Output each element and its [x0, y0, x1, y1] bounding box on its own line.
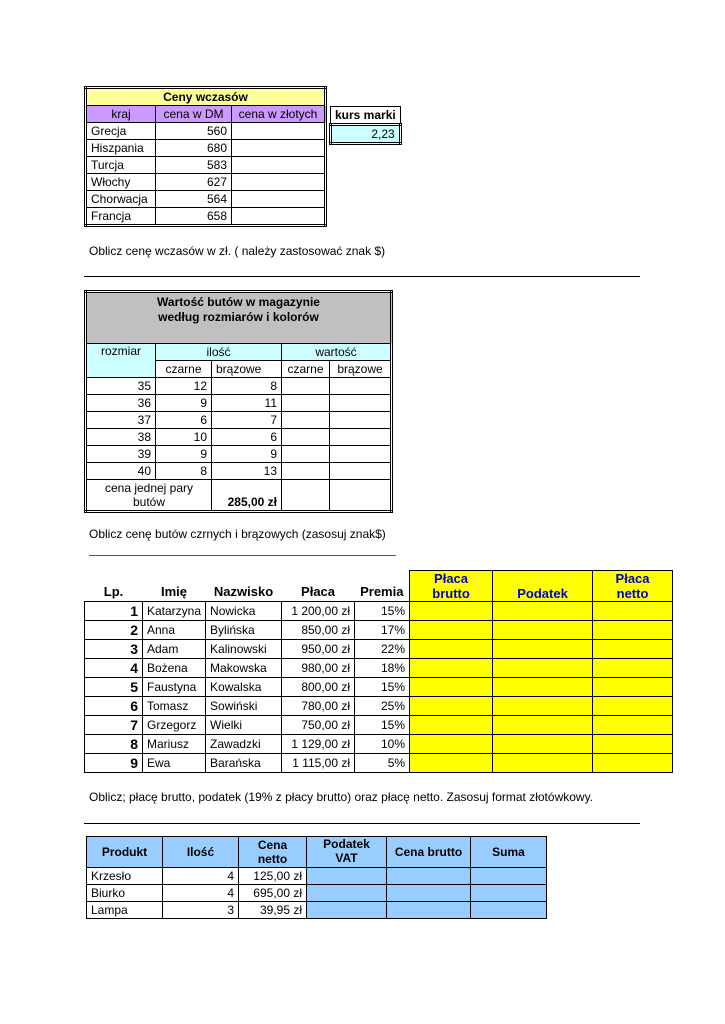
cell-gross[interactable] — [387, 902, 471, 919]
cell-pln[interactable] — [232, 191, 326, 208]
col-name: Imię — [161, 584, 188, 599]
table-row — [85, 716, 673, 735]
table-row — [87, 902, 547, 919]
cell-tax[interactable] — [493, 678, 593, 697]
col-gross — [410, 571, 493, 602]
cell-dm[interactable]: 560 — [156, 123, 232, 140]
col-surname: Nazwisko — [213, 584, 274, 599]
cell-gross[interactable] — [410, 621, 493, 640]
sub-black: czarne — [282, 361, 330, 378]
col-sum: Suma — [471, 837, 547, 868]
cell-net[interactable] — [593, 716, 673, 735]
cell-bonus[interactable]: 15% — [355, 602, 410, 621]
col-net-price-line2: netto — [257, 852, 288, 866]
cell-pay[interactable]: 950,00 zł — [282, 640, 355, 659]
cell-surname[interactable]: Wielki — [206, 716, 282, 735]
table-row — [86, 191, 326, 208]
cell-brown[interactable]: 6 — [212, 429, 282, 446]
col-lp: Lp. — [103, 584, 124, 599]
cell-lp: 6 — [85, 697, 143, 716]
col-net-price-line1: Cena — [257, 838, 288, 852]
cell-vat[interactable] — [307, 868, 387, 885]
cell-size[interactable]: 38 — [86, 429, 156, 446]
cell-net[interactable] — [593, 602, 673, 621]
cell-name[interactable]: Adam — [143, 640, 206, 659]
col-vat-line1: Podatek — [323, 837, 370, 851]
cell-brown[interactable]: 11 — [212, 395, 282, 412]
vacation-instruction: Oblicz cenę wczasów w zł. ( należy zastosować znak $) — [89, 244, 386, 258]
cell-dm[interactable]: 680 — [156, 140, 232, 157]
cell-size[interactable]: 35 — [86, 378, 156, 395]
cell-lp: 5 — [85, 678, 143, 697]
cell-dm[interactable]: 564 — [156, 191, 232, 208]
table-row — [86, 208, 326, 226]
cell-black[interactable]: 8 — [156, 463, 212, 480]
cell-country[interactable]: Francja — [86, 208, 156, 226]
cell-gross[interactable] — [410, 697, 493, 716]
cell-price[interactable]: 125,00 zł — [239, 868, 307, 885]
cell-dm[interactable]: 658 — [156, 208, 232, 226]
shoes-title — [86, 292, 392, 344]
col-quantity: Ilość — [163, 837, 239, 868]
col-vat-line2: VAT — [335, 851, 358, 865]
cell-surname[interactable]: Zawadzki — [206, 735, 282, 754]
table-row — [86, 429, 392, 446]
price-label-line2: butów — [132, 495, 166, 509]
cell-pay[interactable]: 1 115,00 zł — [282, 754, 355, 773]
col-quantity: ilość — [156, 344, 282, 361]
table-row — [86, 140, 326, 157]
cell-pln[interactable] — [232, 208, 326, 226]
cell-pln[interactable] — [232, 140, 326, 157]
cell-product[interactable]: Biurko — [87, 885, 163, 902]
cell-gross[interactable] — [410, 602, 493, 621]
sub-brown: brązowe — [330, 361, 392, 378]
cell-net[interactable] — [593, 678, 673, 697]
cell-sum[interactable] — [471, 868, 547, 885]
table-row — [85, 640, 673, 659]
cell-surname[interactable]: Nowicka — [206, 602, 282, 621]
cell-gross[interactable] — [410, 735, 493, 754]
cell-tax[interactable] — [493, 640, 593, 659]
price-label-line1: cena jednej pary — [104, 481, 194, 495]
table-row — [86, 174, 326, 191]
col-gross-price: Cena brutto — [387, 837, 471, 868]
cell-pln[interactable] — [232, 123, 326, 140]
cell-country[interactable]: Hiszpania — [86, 140, 156, 157]
cell-size[interactable]: 39 — [86, 446, 156, 463]
table-row — [85, 602, 673, 621]
cell-sum[interactable] — [471, 885, 547, 902]
cell-black[interactable]: 9 — [156, 395, 212, 412]
cell-pay[interactable]: 800,00 zł — [282, 678, 355, 697]
cell-country[interactable]: Włochy — [86, 174, 156, 191]
col-size: rozmiar — [86, 344, 156, 378]
col-tax: Podatek — [493, 571, 593, 602]
cell-net[interactable] — [593, 754, 673, 773]
cell-gross[interactable] — [410, 754, 493, 773]
table-row — [86, 123, 326, 140]
price-label — [86, 480, 212, 512]
cell-lp: 2 — [85, 621, 143, 640]
cell-bonus[interactable]: 18% — [355, 659, 410, 678]
table-row — [85, 678, 673, 697]
cell-net[interactable] — [593, 659, 673, 678]
col-pay: Płaca — [301, 584, 336, 599]
cell-bonus[interactable]: 22% — [355, 640, 410, 659]
cell-qty[interactable]: 4 — [163, 885, 239, 902]
cell-country[interactable]: Grecja — [86, 123, 156, 140]
divider — [84, 276, 640, 277]
cell-tax[interactable] — [493, 716, 593, 735]
cell-total-brown[interactable] — [330, 480, 392, 512]
col-net — [593, 571, 673, 602]
payroll-table — [84, 570, 673, 773]
cell-brown[interactable]: 7 — [212, 412, 282, 429]
cell-black[interactable]: 9 — [156, 446, 212, 463]
cell-country[interactable]: Turcja — [86, 157, 156, 174]
col-net-price — [239, 837, 307, 868]
cell-value-brown[interactable] — [330, 378, 392, 395]
cell-name[interactable]: Anna — [143, 621, 206, 640]
col-price-dm: cena w DM — [156, 106, 232, 123]
col-bonus: Premia — [360, 584, 404, 599]
divider — [89, 555, 396, 556]
cell-name[interactable]: Grzegorz — [143, 716, 206, 735]
table-row — [85, 659, 673, 678]
cell-black[interactable]: 10 — [156, 429, 212, 446]
cell-pay[interactable]: 850,00 zł — [282, 621, 355, 640]
cell-surname[interactable]: Sowiński — [206, 697, 282, 716]
table-row — [86, 157, 326, 174]
cell-lp: 4 — [85, 659, 143, 678]
cell-bonus[interactable]: 17% — [355, 621, 410, 640]
cell-vat[interactable] — [307, 902, 387, 919]
cell-value-brown[interactable] — [330, 446, 392, 463]
col-gross-line1: Płaca — [434, 571, 469, 586]
cell-bonus[interactable]: 10% — [355, 735, 410, 754]
cell-tax[interactable] — [493, 621, 593, 640]
cell-price[interactable]: 695,00 zł — [239, 885, 307, 902]
cell-surname[interactable]: Kalinowski — [206, 640, 282, 659]
shoes-title-line1: Wartość butów w magazynie — [157, 295, 320, 309]
cell-dm[interactable]: 583 — [156, 157, 232, 174]
cell-value-black[interactable] — [282, 446, 330, 463]
cell-bonus[interactable]: 25% — [355, 697, 410, 716]
cell-tax[interactable] — [493, 697, 593, 716]
cell-dm[interactable]: 627 — [156, 174, 232, 191]
cell-tax[interactable] — [493, 735, 593, 754]
cell-value-black[interactable] — [282, 412, 330, 429]
payroll-instruction: Oblicz; płacę brutto, podatek (19% z płacy brutto) oraz płacę netto. Zasosuj format złotówkowy. — [89, 790, 594, 804]
cell-gross[interactable] — [410, 640, 493, 659]
cell-brown[interactable]: 9 — [212, 446, 282, 463]
cell-value-brown[interactable] — [330, 395, 392, 412]
cell-name[interactable]: Tomasz — [143, 697, 206, 716]
cell-lp: 3 — [85, 640, 143, 659]
col-net-line2: netto — [616, 586, 649, 601]
cell-surname[interactable]: Barańska — [206, 754, 282, 773]
divider — [84, 823, 640, 824]
cell-value-brown[interactable] — [330, 429, 392, 446]
cell-gross[interactable] — [387, 868, 471, 885]
cell-pay[interactable]: 750,00 zł — [282, 716, 355, 735]
cell-size[interactable]: 37 — [86, 412, 156, 429]
cell-name[interactable]: Bożena — [143, 659, 206, 678]
cell-value-black[interactable] — [282, 378, 330, 395]
col-product: Produkt — [87, 837, 163, 868]
shoes-instruction: Oblicz cenę butów czrnych i brązowych (zasosuj znak$) — [89, 527, 386, 541]
cell-tax[interactable] — [493, 754, 593, 773]
cell-name[interactable]: Faustyna — [143, 678, 206, 697]
cell-price[interactable]: 39,95 zł — [239, 902, 307, 919]
col-gross-line2: brutto — [432, 586, 470, 601]
cell-name[interactable]: Ewa — [143, 754, 206, 773]
vacation-table — [84, 86, 327, 227]
cell-size[interactable]: 40 — [86, 463, 156, 480]
cell-value-black[interactable] — [282, 395, 330, 412]
cell-gross[interactable] — [410, 716, 493, 735]
cell-size[interactable]: 36 — [86, 395, 156, 412]
exchange-rate-table — [329, 106, 402, 145]
cell-value-brown[interactable] — [330, 463, 392, 480]
cell-surname[interactable]: Bylińska — [206, 621, 282, 640]
products-table — [86, 836, 547, 919]
cell-pln[interactable] — [232, 174, 326, 191]
table-row — [87, 885, 547, 902]
cell-bonus[interactable]: 5% — [355, 754, 410, 773]
price-value[interactable]: 285,00 zł — [212, 480, 282, 512]
shoes-title-line2: według rozmiarów i kolorów — [158, 310, 319, 324]
cell-total-black[interactable] — [282, 480, 330, 512]
col-price-pln: cena w złotych — [232, 106, 326, 123]
table-row — [86, 378, 392, 395]
cell-name[interactable]: Katarzyna — [143, 602, 206, 621]
cell-sum[interactable] — [471, 902, 547, 919]
rate-value[interactable]: 2,23 — [331, 125, 401, 144]
cell-value-black[interactable] — [282, 463, 330, 480]
table-row — [86, 463, 392, 480]
cell-tax[interactable] — [493, 602, 593, 621]
table-row — [85, 735, 673, 754]
cell-value-brown[interactable] — [330, 412, 392, 429]
table-row — [86, 446, 392, 463]
cell-lp: 7 — [85, 716, 143, 735]
table-row — [86, 395, 392, 412]
cell-name[interactable]: Mariusz — [143, 735, 206, 754]
table-row — [85, 621, 673, 640]
cell-brown[interactable]: 13 — [212, 463, 282, 480]
table-row — [85, 697, 673, 716]
col-net-line1: Płaca — [615, 571, 650, 586]
table-row — [87, 868, 547, 885]
table-row — [86, 412, 392, 429]
col-country: kraj — [86, 106, 156, 123]
col-vat — [307, 837, 387, 868]
cell-lp: 9 — [85, 754, 143, 773]
cell-gross[interactable] — [387, 885, 471, 902]
cell-bonus[interactable]: 15% — [355, 678, 410, 697]
shoes-table — [84, 290, 393, 513]
cell-pay[interactable]: 780,00 zł — [282, 697, 355, 716]
cell-country[interactable]: Chorwacja — [86, 191, 156, 208]
cell-product[interactable]: Krzesło — [87, 868, 163, 885]
cell-net[interactable] — [593, 697, 673, 716]
cell-net[interactable] — [593, 621, 673, 640]
vacation-title: Ceny wczasów — [86, 88, 326, 106]
cell-vat[interactable] — [307, 885, 387, 902]
cell-brown[interactable]: 8 — [212, 378, 282, 395]
cell-pln[interactable] — [232, 157, 326, 174]
cell-lp: 8 — [85, 735, 143, 754]
sub-brown: brązowe — [212, 361, 282, 378]
cell-net[interactable] — [593, 735, 673, 754]
cell-value-black[interactable] — [282, 429, 330, 446]
cell-tax[interactable] — [493, 659, 593, 678]
cell-gross[interactable] — [410, 659, 493, 678]
cell-surname[interactable]: Makowska — [206, 659, 282, 678]
cell-qty[interactable]: 4 — [163, 868, 239, 885]
cell-pay[interactable]: 980,00 zł — [282, 659, 355, 678]
cell-black[interactable]: 12 — [156, 378, 212, 395]
cell-net[interactable] — [593, 640, 673, 659]
cell-pay[interactable]: 1 200,00 zł — [282, 602, 355, 621]
cell-surname[interactable]: Kowalska — [206, 678, 282, 697]
cell-pay[interactable]: 1 129,00 zł — [282, 735, 355, 754]
sub-black: czarne — [156, 361, 212, 378]
cell-black[interactable]: 6 — [156, 412, 212, 429]
col-value: wartość — [282, 344, 392, 361]
cell-gross[interactable] — [410, 678, 493, 697]
cell-product[interactable]: Lampa — [87, 902, 163, 919]
cell-lp: 1 — [85, 602, 143, 621]
rate-label: kurs marki — [331, 107, 401, 125]
cell-bonus[interactable]: 15% — [355, 716, 410, 735]
cell-qty[interactable]: 3 — [163, 902, 239, 919]
table-row — [85, 754, 673, 773]
